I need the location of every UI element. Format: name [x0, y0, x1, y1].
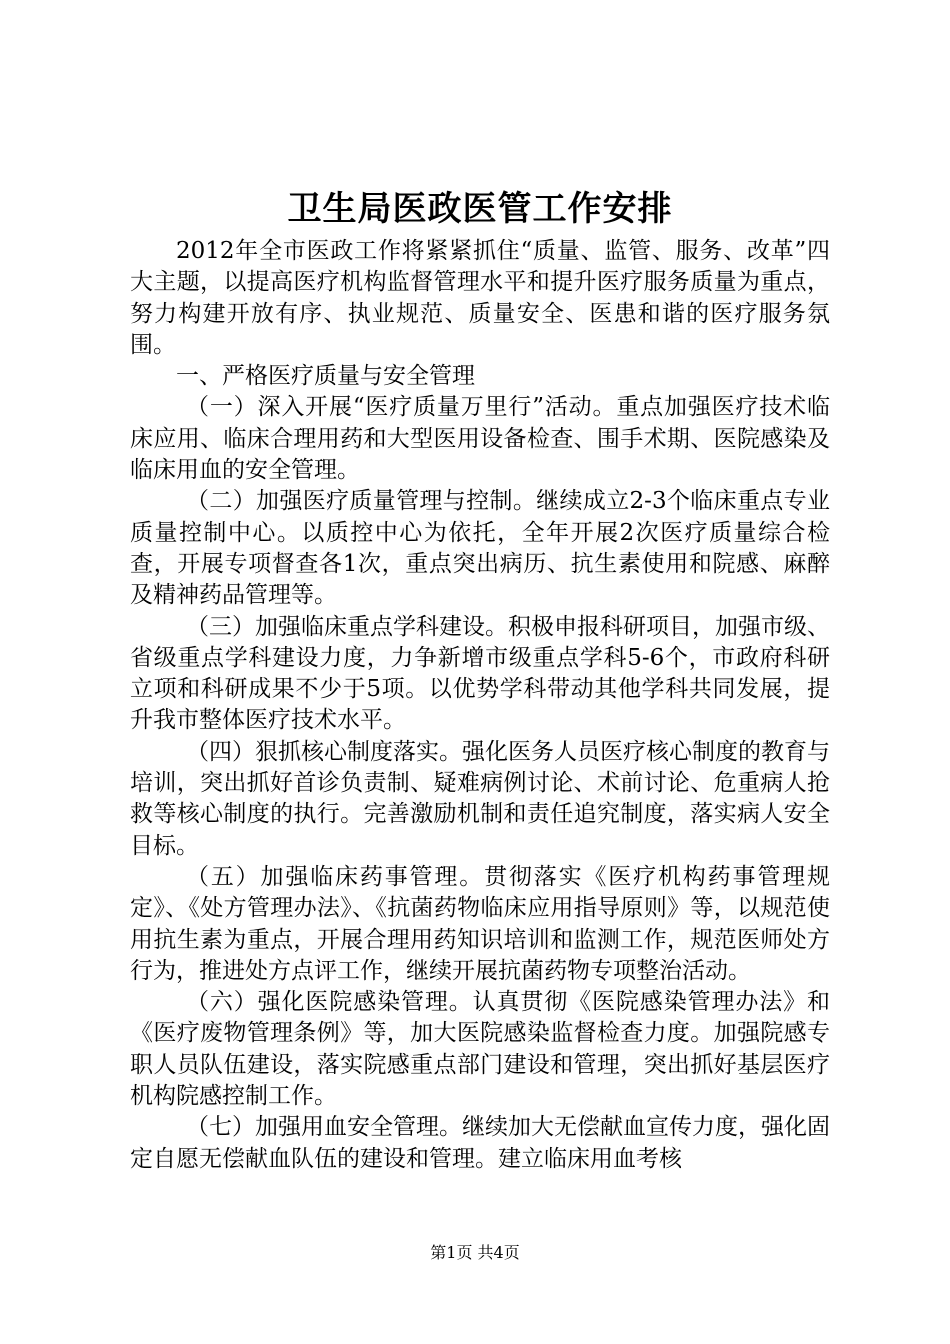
document-body — [130, 236, 830, 1175]
item-paragraph-6: （六）强化医院感染管理。认真贯彻《医院感染管理办法》和《医疗废物管理条例》等，加大医院感染监督检查力度。加强院感专职人员队伍建设，落实院感重点部门建设和管理，突出抓好基层医疗机构院感控制工作。 — [130, 989, 830, 1110]
document-title: 卫生局医政医管工作安排 — [287, 189, 673, 229]
item-paragraph-2: （二）加强医疗质量管理与控制。继续成立2-3个临床重点专业质量控制中心。以质控中心为依托，全年开展2次医疗质量综合检查，开展专项督查各1次，重点突出病历、抗生素使用和院感、麻醉及精神药品管理等。 — [130, 488, 830, 609]
item-paragraph-7: （七）加强用血安全管理。继续加大无偿献血宣传力度，强化固定自愿无偿献血队伍的建设和管理。建立临床用血考核 — [130, 1114, 830, 1172]
section-heading: 一、严格医疗质量与安全管理 — [176, 363, 475, 390]
item-paragraph-3: （三）加强临床重点学科建设。积极申报科研项目，加强市级、省级重点学科建设力度，力争新增市级重点学科5-6个，市政府科研立项和科研成果不少于5项。以优势学科带动其他学科共同发展，提升我市整体医疗技术水平。 — [130, 613, 830, 734]
item-paragraph-4: （四）狠抓核心制度落实。强化医务人员医疗核心制度的教育与培训，突出抓好首诊负责制、疑难病例讨论、术前讨论、危重病人抢救等核心制度的执行。完善激励机制和责任追究制度，落实病人安全目标。 — [130, 738, 830, 859]
item-paragraph-1: （一）深入开展“医疗质量万里行”活动。重点加强医疗技术临床应用、临床合理用药和大型医用设备检查、围手术期、医院感染及临床用血的安全管理。 — [130, 394, 830, 484]
item-paragraph-5: （五）加强临床药事管理。贯彻落实《医疗机构药事管理规定》、《处方管理办法》、《抗菌药物临床应用指导原则》等，以规范使用抗生素为重点，开展合理用药知识培训和监测工作，规范医师处方行为，推进处方点评工作，继续开展抗菌药物专项整治活动。 — [130, 863, 830, 984]
page-number: 第1页 共4页 — [430, 1243, 520, 1262]
intro-paragraph: 2012年全市医政工作将紧紧抓住“质量、监管、服务、改革”四大主题，以提高医疗机构监督管理水平和提升医疗服务质量为重点，努力构建开放有序、执业规范、质量安全、医患和谐的医疗服务氛围。 — [130, 238, 830, 358]
